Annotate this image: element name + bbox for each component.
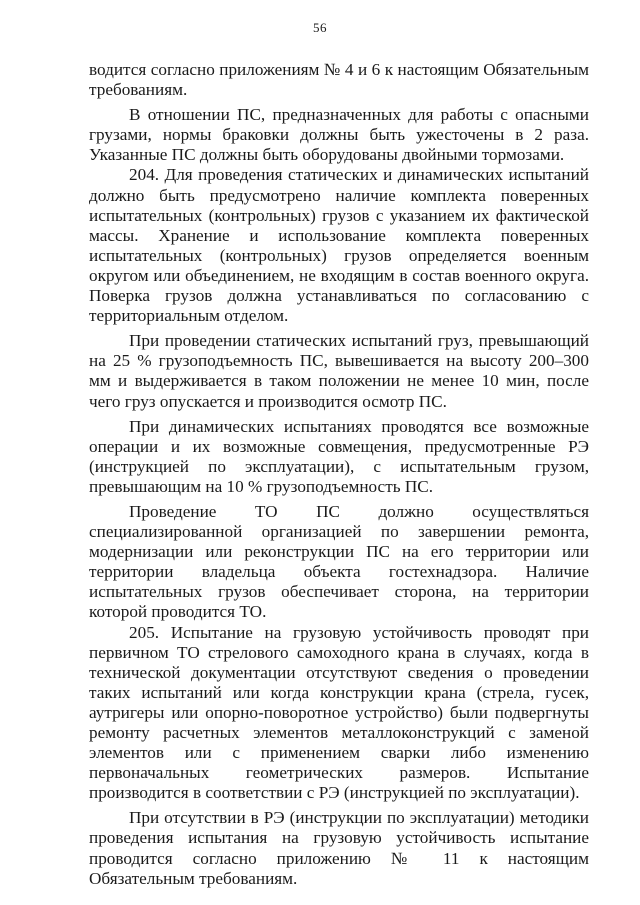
paragraph-maintenance: Проведение ТО ПС должно осуществляться специализированной организацией по завершении ремонта, модернизации или реконструкции ПС на его территории или территории владельца объекта гостехнадзора. Наличие испытательных грузов обеспечивает сторона, на территории которой проводится ТО. (89, 501, 589, 622)
document-body (89, 60, 589, 889)
paragraph-204: 204. Для проведения статических и динамических испытаний должно быть предусмотрено наличие комплекта поверенных испытательных (контрольных) грузов с указанием их фактической массы. Хранение и использование комплекта поверенных испытательных (контрольных) грузов определяется военным округом или объединением, не входящим в состав военного округа. Поверка грузов должна устанавливаться по согласованию с территориальным отделом. (89, 165, 589, 326)
paragraph-205: 205. Испытание на грузовую устойчивость проводят при первичном ТО стрелового самоходного крана в случаях, когда в технической документации отсутствуют сведения о проведении таких испытаний или когда конструкции крана (стрела, гусек, аутригеры или опорно-поворотное устройство) были подвергнуты ремонту расчетных элементов металлоконструкций с заменой элементов или с применением сварки либо изменению первоначальных геометрических размеров. Испытание производится в соответствии с РЭ (инструкцией по эксплуатации). (89, 622, 589, 803)
paragraph-hazardous-loads: В отношении ПС, предназначенных для работы с опасными грузами, нормы браковки должны быть ужесточены в 2 раза. Указанные ПС должны быть оборудованы двойными тормозами. (89, 105, 589, 165)
paragraph-continuation: водится согласно приложениям № 4 и 6 к настоящим Обязательным требованиям. (89, 60, 589, 100)
paragraph-dynamic-tests: При динамических испытаниях проводятся все возможные операции и их возможные совмещения, предусмотренные РЭ (инструкцией по эксплуатации), с испытательным грузом, превышающим на 10 % грузоподъемность ПС. (89, 416, 589, 496)
paragraph-missing-method: При отсутствии в РЭ (инструкции по эксплуатации) методики проведения испытания на грузовую устойчивость испытание проводится согласно приложению № 11 к настоящим Обязательным требованиям. (89, 808, 589, 888)
page-number: 56 (313, 20, 327, 35)
paragraph-static-tests: При проведении статических испытаний груз, превышающий на 25 % грузоподъемность ПС, вывешивается на высоту 200–300 мм и выдерживается в таком положении не менее 10 мин, после чего груз опускается и производится осмотр ПС. (89, 331, 589, 411)
